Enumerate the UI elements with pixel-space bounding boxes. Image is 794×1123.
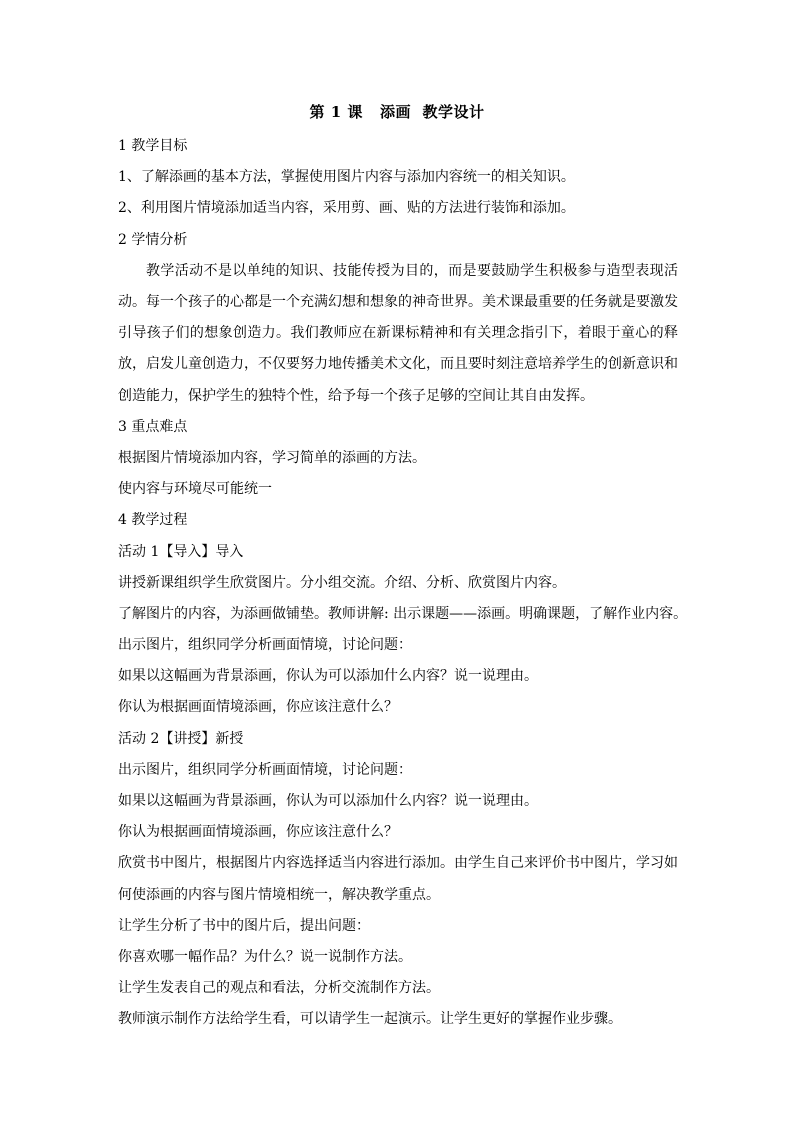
activity-2-line-1: 出示图片，组织同学分析画面情境，讨论问题： — [118, 761, 412, 778]
activity-1-line-1: 讲授新课组织学生欣赏图片。分小组交流。介绍、分析、欣赏图片内容。 — [118, 574, 566, 591]
section-heading-analysis: 2 学情分析 — [118, 231, 188, 248]
activity-2-line-5: 何使添画的内容与图片情境相统一，解决教学重点。 — [118, 886, 440, 903]
activity-1-line-4: 如果以这幅画为背景添画，你认为可以添加什么内容？说一说理由。 — [118, 668, 538, 685]
activity-2-line-6: 让学生分析了书中的图片后，提出问题： — [118, 917, 370, 934]
document-body — [118, 131, 688, 1036]
activity-2-heading: 活动 2【讲授】新授 — [118, 730, 244, 747]
section-heading-key-points: 3 重点难点 — [118, 418, 188, 435]
activity-2-line-8: 让学生发表自己的观点和看法，分析交流制作方法。 — [118, 980, 440, 997]
objective-2: 2、利用图片情境添加适当内容，采用剪、画、贴的方法进行装饰和添加。 — [118, 200, 575, 217]
activity-1-line-3: 出示图片，组织同学分析画面情境，讨论问题： — [118, 637, 412, 654]
analysis-paragraph: 教学活动不是以单纯的知识、技能传授为目的，而是要鼓励学生积极参与造型表现活动。每一个孩子的心都是一个充满幻想和想象的神奇世界。美术课最重要的任务就是要激发引导孩子们的想象创造力。我们教师应在新课标精神和有关理念指引下，着眼于童心的释放，启发儿童创造力，不仅要努力地传播美术文化，而且要时刻注意培养学生的创新意识和创造能力，保护学生的独特个性，给予每一个孩子足够的空间让其自由发挥。 — [118, 262, 678, 404]
activity-1-line-5: 你认为根据画面情境添画，你应该注意什么？ — [118, 699, 398, 716]
activity-1-heading: 活动 1【导入】导入 — [118, 543, 244, 560]
activity-2-line-4: 欣赏书中图片，根据图片内容选择适当内容进行添加。由学生自己来评价书中图片，学习如 — [118, 855, 678, 872]
activity-1-line-2: 了解图片的内容，为添画做铺垫。教师讲解: 出示课题——添画。明确课题，了解作业内容。 — [118, 605, 688, 622]
activity-2-line-3: 你认为根据画面情境添画，你应该注意什么？ — [118, 824, 398, 841]
objective-1: 1、了解添画的基本方法，掌握使用图片内容与添加内容统一的相关知识。 — [118, 169, 575, 186]
section-heading-objectives: 1 教学目标 — [118, 138, 188, 154]
section-heading-process: 4 教学过程 — [118, 512, 188, 529]
key-point-2: 使内容与环境尽可能统一 — [118, 481, 272, 498]
activity-2-line-9: 教师演示制作方法给学生看，可以请学生一起演示。让学生更好的掌握作业步骤。 — [118, 1011, 622, 1028]
activity-2-line-2: 如果以这幅画为背景添画，你认为可以添加什么内容？说一说理由。 — [118, 793, 538, 810]
document-title: 第 1 课 添画 教学设计 — [309, 103, 485, 121]
key-point-1: 根据图片情境添加内容，学习简单的添画的方法。 — [118, 449, 426, 466]
activity-2-line-7: 你喜欢哪一幅作品？为什么？说一说制作方法。 — [118, 948, 412, 965]
